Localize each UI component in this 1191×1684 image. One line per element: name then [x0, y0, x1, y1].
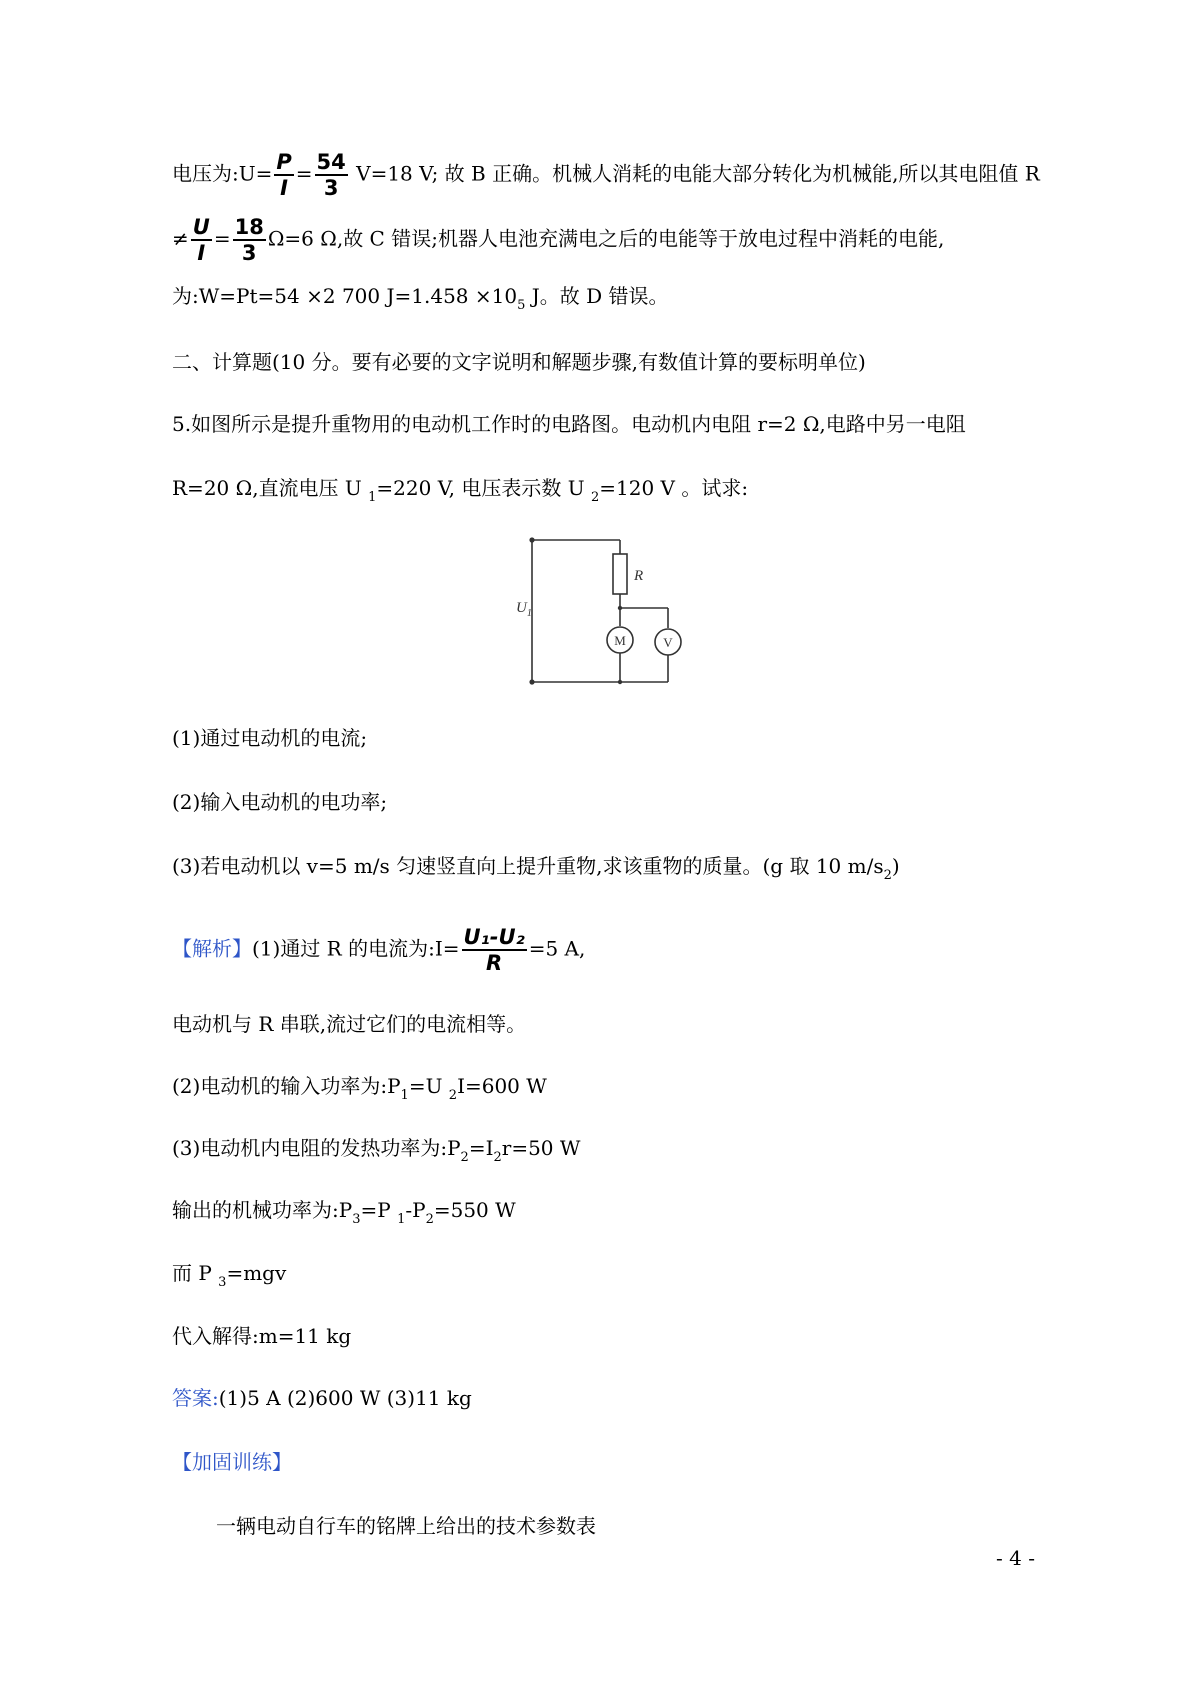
analysis-line-6: [172, 1259, 286, 1297]
resistor-r: [613, 554, 627, 594]
text: =5 A,: [528, 936, 586, 961]
text: 电压为:U=: [172, 161, 273, 186]
label-u1-sub: 1: [526, 608, 532, 619]
text: Ω=6 Ω,故 C 错误;机器人电池充满电之后的电能等于放电过程中消耗的电能,: [267, 226, 945, 251]
text: 而 P: [172, 1261, 219, 1285]
denominator: 3: [241, 241, 257, 265]
label-v: V: [663, 635, 673, 650]
fraction-p-over-i: [274, 150, 293, 200]
svg-text:U1: [516, 600, 532, 619]
solution-line-voltage: [172, 150, 1040, 200]
fraction-u-over-i: [191, 215, 212, 265]
answer-line: [172, 1384, 472, 1412]
label-r: R: [634, 568, 644, 584]
terminal-top: [529, 537, 534, 542]
analysis-line-3: [172, 1072, 547, 1110]
denominator: I: [197, 241, 206, 265]
fraction-18-over-3: [233, 215, 266, 265]
analysis-line-4: [172, 1134, 580, 1172]
numerator: 18: [234, 215, 264, 239]
text: (3)若电动机以 v=5 m/s 匀速竖直向上提升重物,求该重物的质量。(g 取 10 m/s: [172, 854, 884, 878]
question-5-line-1: 5.如图所示是提升重物用的电动机工作时的电路图。电动机内电阻 r=2 Ω,电路中另一电阻: [172, 412, 966, 436]
analysis-tag: 【解析】: [172, 936, 252, 961]
subscript: 3: [352, 1212, 361, 1227]
subscript: 2: [425, 1212, 434, 1227]
denominator: I: [280, 176, 288, 200]
question-part-3: [172, 852, 900, 890]
text: r=50 W: [501, 1136, 581, 1160]
analysis-line-7: 代入解得:m=11 kg: [172, 1324, 352, 1348]
section-heading-calculation: 二、计算题(10 分。要有必要的文字说明和解题步骤,有数值计算的要标明单位): [172, 350, 866, 374]
text: 为:W=Pt=54 ×2 700 J=1.458 ×10: [172, 284, 518, 308]
analysis-line-1: [172, 925, 585, 975]
text: I=600 W: [457, 1074, 547, 1098]
numerator: P: [276, 150, 292, 174]
text: =U: [408, 1074, 449, 1098]
text: (1)通过 R 的电流为:I=: [252, 936, 460, 961]
junction-top: [618, 606, 622, 610]
question-part-1: (1)通过电动机的电流;: [172, 726, 368, 750]
subscript: 5: [517, 298, 526, 313]
fraction-current: [462, 925, 527, 975]
text: =: [213, 226, 231, 251]
text: =550 W: [433, 1198, 516, 1222]
text: 输出的机械功率为:P: [172, 1198, 353, 1222]
text: (2)电动机的输入功率为:P: [172, 1074, 401, 1098]
text: (3)电动机内电阻的发热功率为:P: [172, 1136, 461, 1160]
junction-bottom: [618, 680, 622, 684]
circuit-diagram: [516, 532, 686, 692]
text: =: [295, 161, 313, 186]
reinforce-text: 一辆电动自行车的铭牌上给出的技术参数表: [216, 1514, 596, 1538]
subscript: 2: [448, 1088, 458, 1103]
numerator: U₁-U₂: [463, 925, 525, 949]
analysis-line-2: 电动机与 R 串联,流过它们的电流相等。: [172, 1012, 527, 1036]
solution-line-energy: [172, 282, 668, 320]
question-5-line-2: [172, 474, 748, 512]
label-m: M: [614, 633, 626, 648]
numerator: 54: [316, 150, 346, 174]
solution-line-resistance: [172, 215, 944, 265]
text: =P: [360, 1198, 398, 1222]
text: ≠: [172, 226, 189, 251]
subscript: 3: [218, 1275, 227, 1290]
text: =mgv: [226, 1261, 287, 1285]
page-number: - 4 -: [996, 1546, 1035, 1570]
answer-text: (1)5 A (2)600 W (3)11 kg: [218, 1386, 472, 1410]
text: =220 V, 电压表示数 U: [376, 476, 591, 500]
subscript: 1: [400, 1088, 409, 1103]
text: R=20 Ω,直流电压 U: [172, 476, 369, 500]
subscript: 2: [493, 1150, 502, 1165]
subscript: 1: [368, 490, 377, 505]
text: ): [891, 854, 900, 878]
subscript: 2: [460, 1150, 469, 1165]
text: -P: [405, 1198, 426, 1222]
denominator: R: [486, 951, 503, 975]
answer-label: 答案:: [172, 1386, 219, 1410]
subscript: 2: [883, 868, 892, 883]
subscript: 2: [590, 490, 600, 505]
fraction-54-over-3: [315, 150, 348, 200]
text: V=18 V; 故 B 正确。机械人消耗的电能大部分转化为机械能,所以其电阻值 R: [349, 161, 1040, 186]
subscript: 1: [397, 1212, 406, 1227]
text: =I: [468, 1136, 494, 1160]
numerator: U: [192, 215, 210, 239]
text: J。故 D 错误。: [525, 284, 669, 308]
analysis-line-5: [172, 1196, 516, 1234]
denominator: 3: [323, 176, 339, 200]
question-part-2: (2)输入电动机的电功率;: [172, 790, 388, 814]
text: =120 V 。试求:: [599, 476, 749, 500]
terminal-bottom: [529, 679, 534, 684]
reinforce-heading: 【加固训练】: [172, 1450, 292, 1474]
label-u1: U: [516, 600, 527, 616]
